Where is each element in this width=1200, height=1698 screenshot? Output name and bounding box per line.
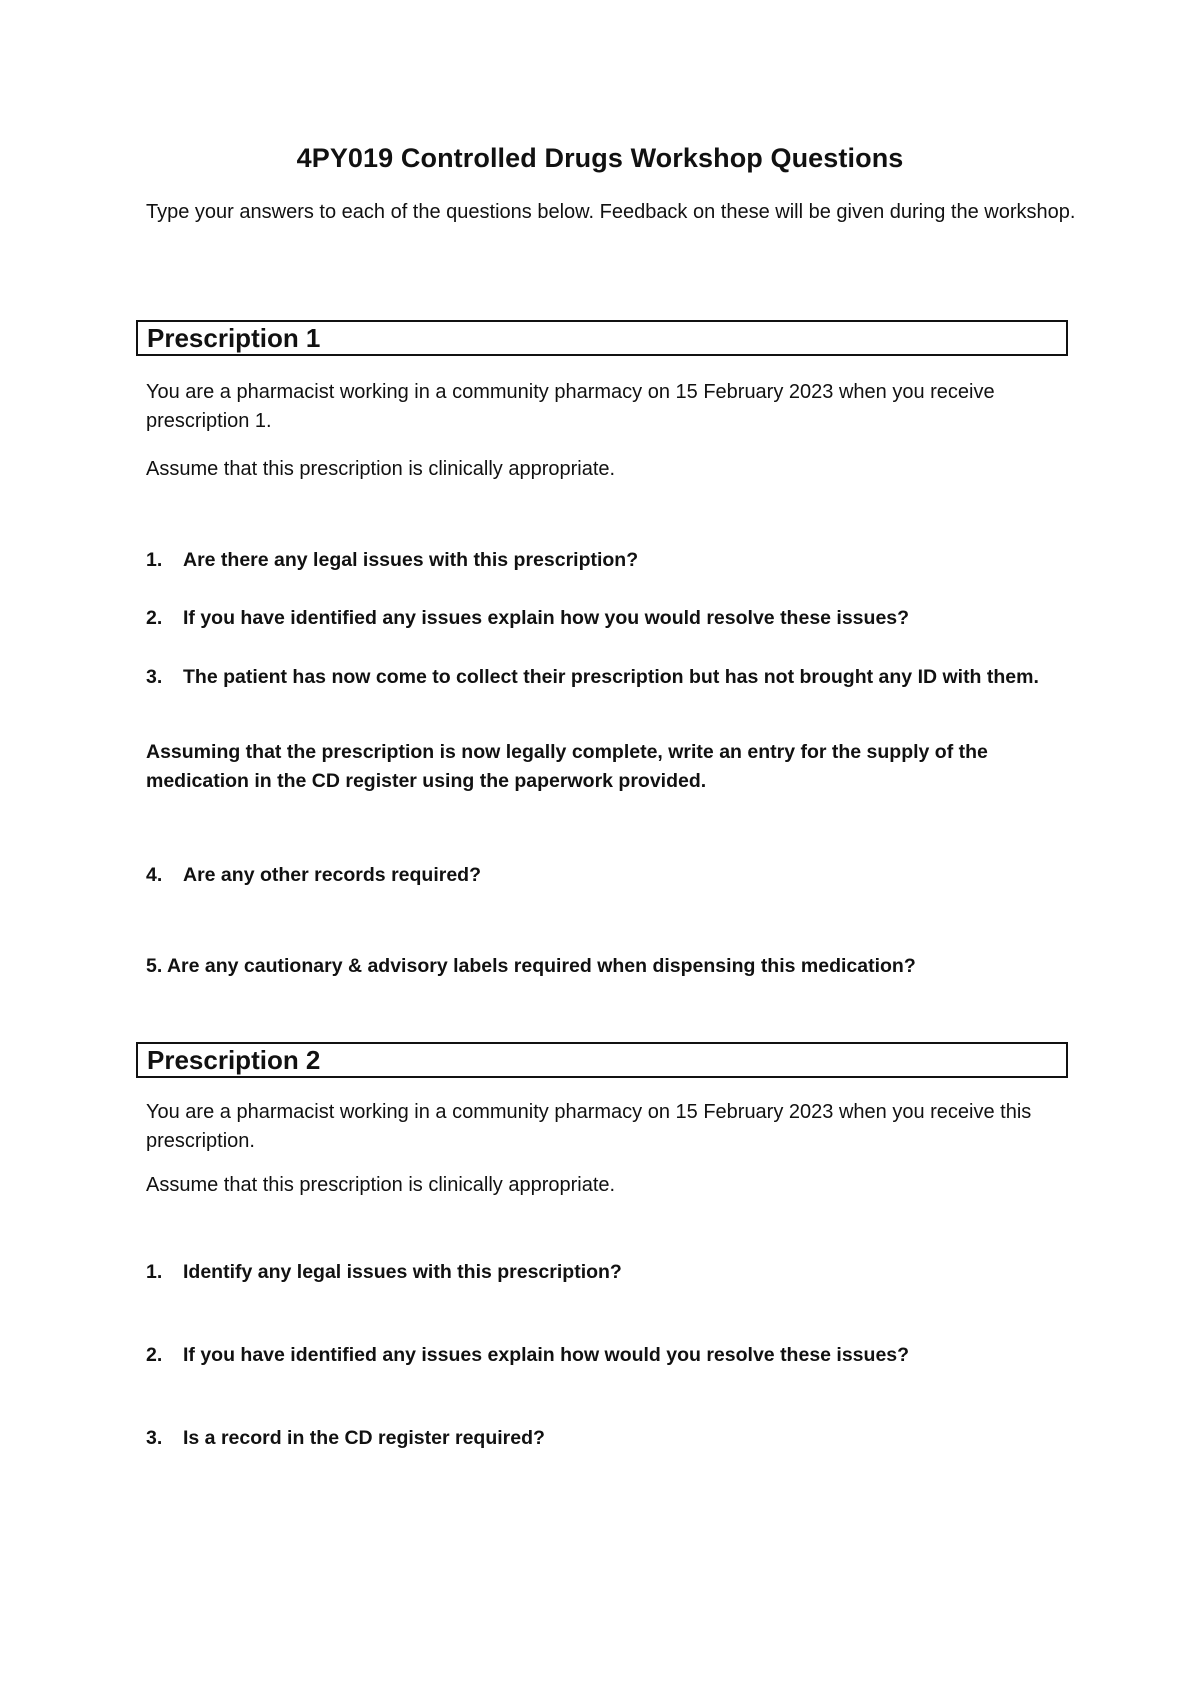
- prescription-2-question-2: [146, 1341, 1076, 1370]
- intro-text: Type your answers to each of the questions below. Feedback on these will be given during the workshop.: [146, 201, 1076, 223]
- prescription-1-scenario: You are a pharmacist working in a community pharmacy on 15 February 2023 when you receive prescription 1.: [146, 381, 995, 432]
- question-number: 2.: [146, 1344, 163, 1366]
- question-text: Identify any legal issues with this prescription?: [183, 1261, 622, 1283]
- question-text: Is a record in the CD register required?: [183, 1427, 545, 1449]
- prescription-1-assumption: Assume that this prescription is clinically appropriate.: [146, 458, 616, 480]
- prescription-1-question-3: [146, 663, 1076, 692]
- question-number: 3.: [146, 1427, 163, 1449]
- prescription-2-scenario: You are a pharmacist working in a community pharmacy on 15 February 2023 when you receive this prescription.: [146, 1101, 1032, 1152]
- prescription-2-heading: Prescription 2: [147, 1045, 321, 1075]
- question-number: 4.: [146, 864, 163, 886]
- prescription-1-heading-box: [136, 320, 1068, 356]
- question-text: Are any cautionary & advisory labels required when dispensing this medication?: [166, 955, 916, 977]
- question-number: 1.: [146, 549, 163, 571]
- prescription-1-question-5: [146, 952, 1076, 981]
- prescription-1-question-2: [146, 604, 1076, 633]
- question-text: Are there any legal issues with this prescription?: [183, 549, 639, 571]
- question-number: 3.: [146, 666, 163, 688]
- question-text: The patient has now come to collect their prescription but has not brought any ID with them.: [183, 666, 1039, 688]
- question-number: 1.: [146, 1261, 163, 1283]
- prescription-2-question-1: [146, 1258, 1076, 1287]
- prescription-1-question-4: [146, 861, 1076, 890]
- prescription-1-question-1: [146, 546, 1076, 575]
- cd-register-instruction: Assuming that the prescription is now legally complete, write an entry for the supply of the medication in the CD register using the paperwork provided.: [146, 741, 988, 792]
- question-text: If you have identified any issues explain how you would resolve these issues?: [183, 607, 910, 629]
- prescription-1-heading: Prescription 1: [147, 323, 321, 353]
- question-text: Are any other records required?: [183, 864, 482, 886]
- prescription-2-question-3: [146, 1424, 1076, 1453]
- prescription-2-assumption: Assume that this prescription is clinically appropriate.: [146, 1174, 616, 1196]
- prescription-2-heading-box: [136, 1042, 1068, 1078]
- question-text: If you have identified any issues explain how would you resolve these issues?: [183, 1344, 910, 1366]
- question-number: 5.: [146, 955, 163, 977]
- question-number: 2.: [146, 607, 163, 629]
- page-title: 4PY019 Controlled Drugs Workshop Questions: [296, 143, 904, 173]
